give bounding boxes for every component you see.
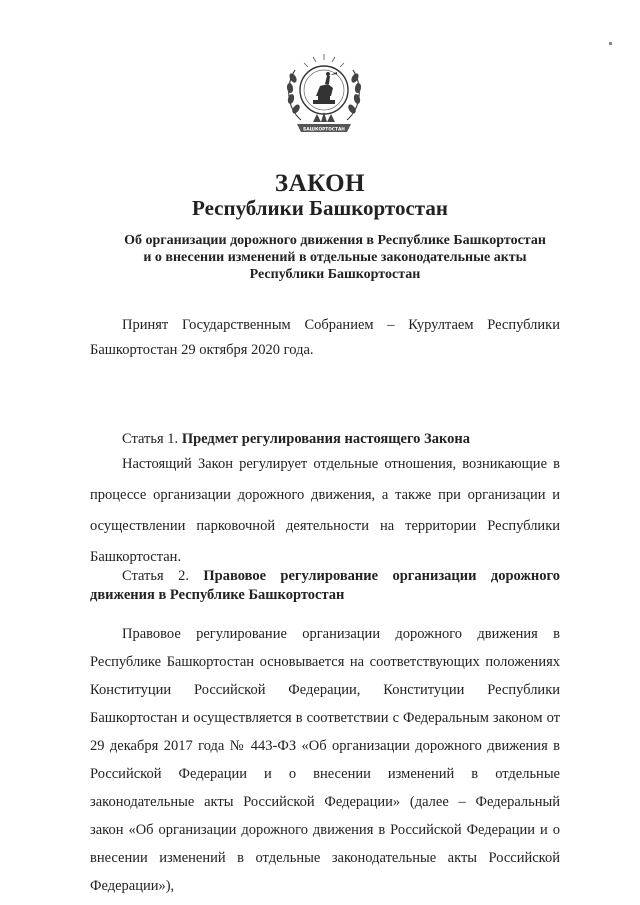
document-subtitle: Республики Башкортостан: [192, 196, 448, 220]
article-1-heading: [90, 430, 560, 449]
article-2-title: Правовое регулирование организации дорожного движения в Республике Башкортостан: [90, 568, 560, 603]
emblem-ribbon-text: БАШКОРТОСТАН: [303, 127, 345, 133]
coat-of-arms-icon: [283, 50, 365, 138]
document-title: ЗАКОН: [274, 170, 366, 197]
law-title-line-1: Об организации дорожного движения в Республике Башкортостан: [124, 233, 546, 248]
article-1-title: Предмет регулирования настоящего Закона: [181, 431, 470, 447]
law-title-line-3: Республики Башкортостан: [249, 267, 421, 282]
coat-of-arms-emblem: [283, 50, 365, 138]
adoption-note: Принят Государственным Собранием – Курултаем Республики Башкортостан 29 октября 2020 года.: [90, 317, 560, 358]
article-2-text: Правовое регулирование организации дорожного движения в Республике Башкортостан основывается на соответствующих положениях Конституции Российской Федерации, Конституции Республики Башкортостан и осуществляется в соответствии с Федеральным законом от 29 декабря 2017 года № 443-ФЗ «Об организации дорожного движения в Российской Федерации и о внесении изменений в отдельные законодательные акты Российской Федерации» (далее – Федеральный закон «Об организации дорожного движения в Российской Федерации и о внесении изменений в отдельные законодательные акты Российской Федерации»),: [90, 626, 560, 894]
article-1-label: Статья 1.: [122, 431, 179, 447]
article-1-text: Настоящий Закон регулирует отдельные отношения, возникающие в процессе организации дорожного движения, а также при организации и осуществлении парковочной деятельности на территории Республики Башкортостан.: [90, 456, 560, 565]
law-title-line-2: и о внесении изменений в отдельные законодательные акты: [143, 250, 527, 265]
article-2-label: Статья 2.: [122, 568, 189, 584]
law-title: [110, 232, 560, 283]
scan-speck: [609, 42, 612, 45]
article-2-heading: [90, 567, 560, 605]
